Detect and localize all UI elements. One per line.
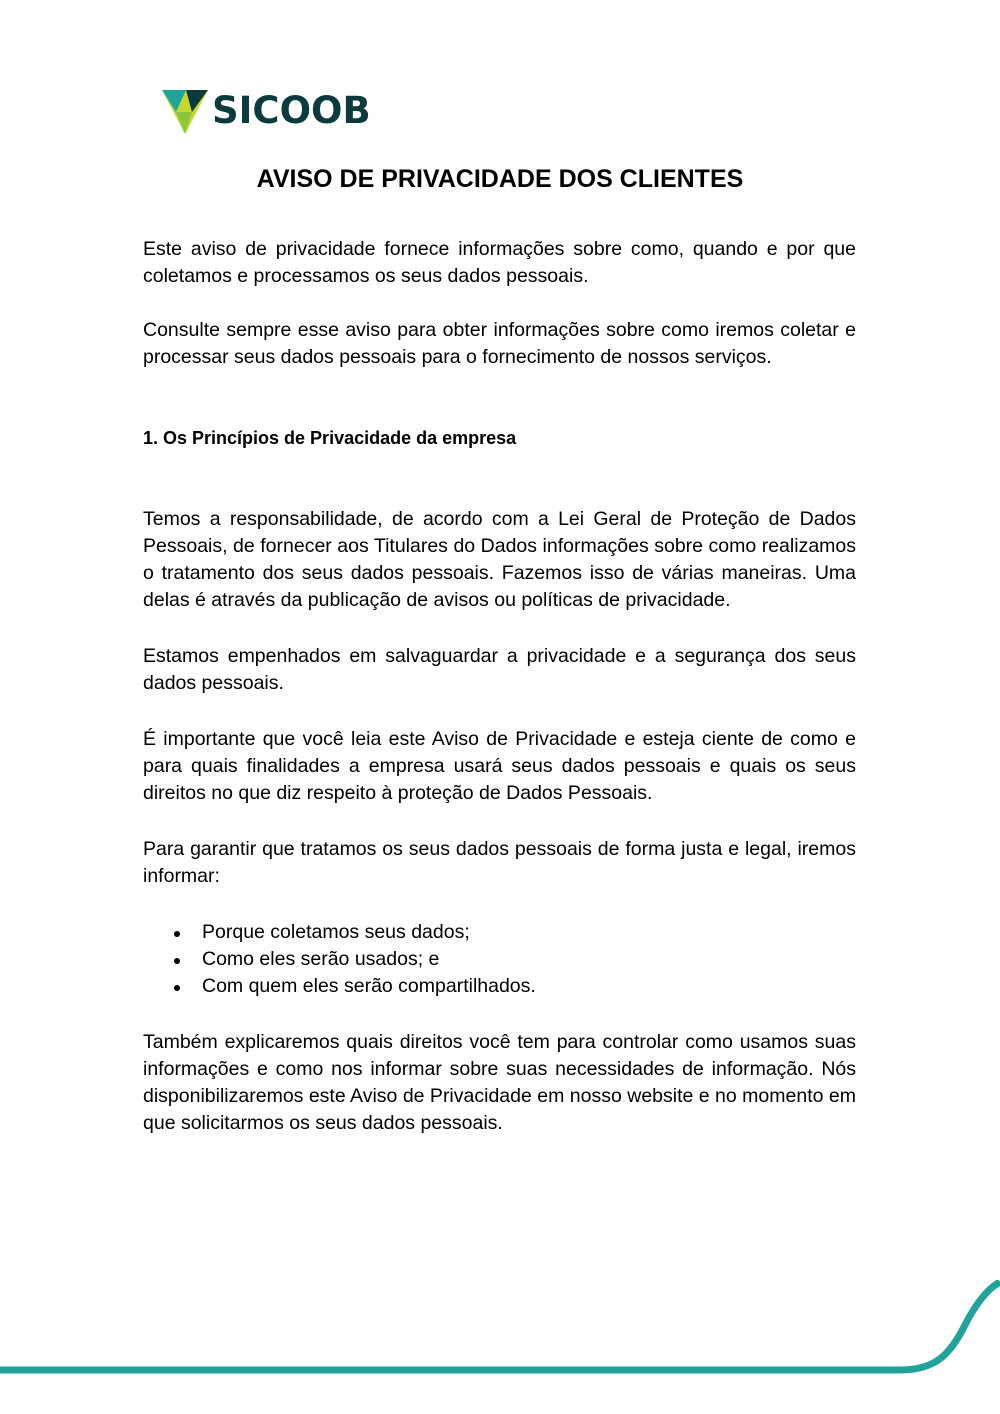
- sicoob-logo-icon: [162, 86, 208, 134]
- list-item: Porque coletamos seus dados;: [202, 919, 856, 946]
- document-body: [143, 236, 856, 1137]
- sicoob-logo: [162, 86, 371, 134]
- section-paragraph-2: Estamos empenhados em salvaguardar a privacidade e a segurança dos seus dados pessoais.: [143, 645, 856, 694]
- list-item: Com quem eles serão compartilhados.: [202, 973, 856, 1000]
- section-paragraph-3: É importante que você leia este Aviso de Privacidade e esteja ciente de como e para quais finalidades a empresa usará seus dados pessoais e quais os seus direitos no que diz respeito à proteção de Dados Pessoais.: [143, 728, 856, 804]
- intro-paragraph-2: Consulte sempre esse aviso para obter informações sobre como iremos coletar e processar seus dados pessoais para o fornecimento de nossos serviços.: [143, 319, 856, 368]
- intro-paragraph-1: Este aviso de privacidade fornece informações sobre como, quando e por que coletamos e processamos os seus dados pessoais.: [143, 238, 856, 287]
- logo-wordmark: SICOOB: [212, 88, 371, 132]
- section-paragraph-5: Também explicaremos quais direitos você tem para controlar como usamos suas informações e como nos informar sobre suas necessidades de informação. Nós disponibilizaremos este Aviso de Privacidade em nosso website e no momento em que solicitarmos os seus dados pessoais.: [143, 1031, 856, 1134]
- section-heading: 1. Os Princípios de Privacidade da empresa: [143, 428, 517, 448]
- section-paragraph-1: Temos a responsabilidade, de acordo com a Lei Geral de Proteção de Dados Pessoais, de fornecer aos Titulares do Dados informações sobre como realizamos o tratamento dos seus dados pessoais. Fazemos isso de várias maneiras. Uma delas é através da publicação de avisos ou políticas de privacidade.: [143, 508, 856, 611]
- footer-decorative-curve: [0, 1280, 1000, 1414]
- bullet-list: [143, 919, 856, 1000]
- section-paragraph-4: Para garantir que tratamos os seus dados pessoais de forma justa e legal, iremos informar:: [143, 838, 856, 887]
- document-title: AVISO DE PRIVACIDADE DOS CLIENTES: [256, 165, 744, 193]
- list-item: Como eles serão usados; e: [202, 946, 856, 973]
